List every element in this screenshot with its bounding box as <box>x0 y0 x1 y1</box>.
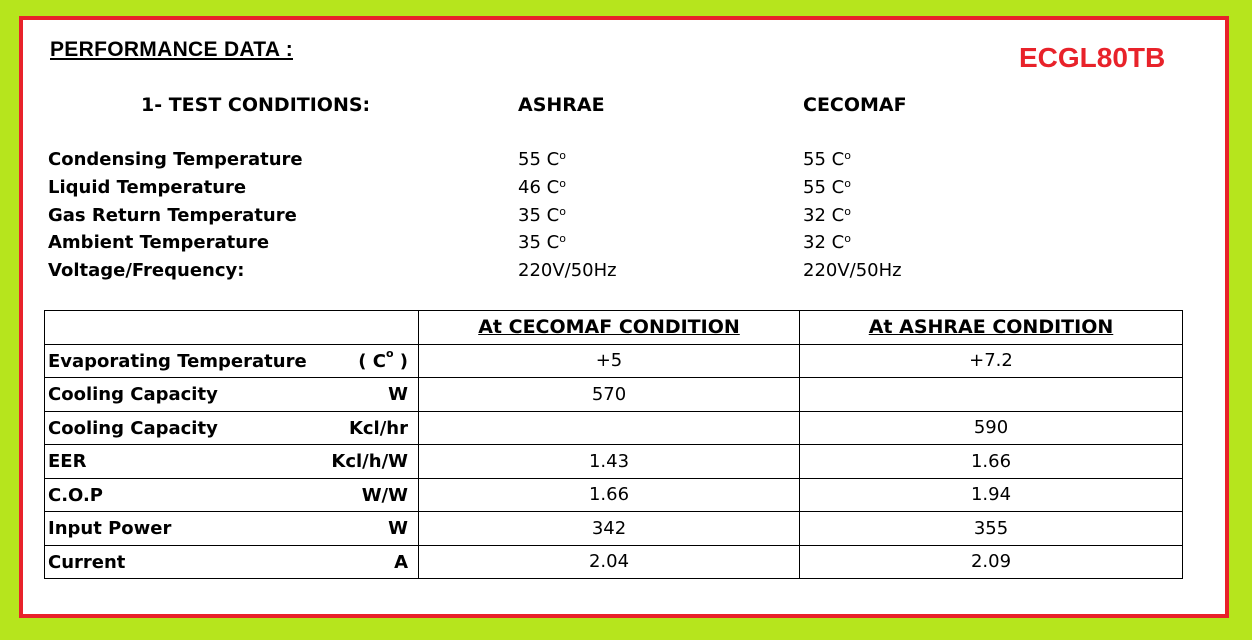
condition-ashrae-value: 35 $C^o$ <box>518 232 566 253</box>
table-row <box>45 344 1183 378</box>
cecomaf-value <box>419 411 800 445</box>
table-header-cell: At ASHRAE CONDITION <box>800 311 1183 345</box>
performance-table <box>44 310 1183 579</box>
condition-label: Condensing Temperature <box>48 149 303 170</box>
model-number: ECGL80TB <box>1019 42 1166 73</box>
condition-ashrae-value: 220V/50Hz <box>518 260 617 281</box>
ashrae-value <box>800 378 1183 412</box>
condition-ashrae-value: 55 $C^o$ <box>518 149 566 170</box>
param-unit: Kcl/h/W <box>331 451 408 472</box>
condition-label: Ambient Temperature <box>48 232 270 253</box>
ashrae-value: 1.66 <box>800 445 1183 479</box>
condition-label: Liquid Temperature <box>48 177 247 198</box>
condition-cecomaf-value: 32 $C^o$ <box>803 232 851 253</box>
cecomaf-column-heading: CECOMAF <box>803 94 907 116</box>
condition-label: Voltage/Frequency: <box>48 260 245 281</box>
cecomaf-value: 2.04 <box>419 545 800 579</box>
param-unit: W <box>388 384 408 405</box>
table-header-cell: At CECOMAF CONDITION <box>419 311 800 345</box>
table-row <box>45 411 1183 445</box>
param-name: Evaporating Temperature <box>48 350 307 372</box>
condition-ashrae-value: 35 $C^o$ <box>518 205 566 226</box>
document-frame <box>19 16 1229 618</box>
param-name: Cooling Capacity <box>48 417 218 439</box>
table-row <box>45 445 1183 479</box>
ashrae-column-heading: ASHRAE <box>518 94 605 116</box>
table-header-blank <box>45 311 419 345</box>
table-header-row <box>45 311 1183 345</box>
param-name: Cooling Capacity <box>48 384 218 405</box>
condition-ashrae-value: 46 $C^o$ <box>518 177 566 198</box>
table-row <box>45 378 1183 412</box>
ashrae-value: 1.94 <box>800 478 1183 512</box>
ashrae-value: +7.2 <box>800 344 1183 378</box>
condition-cecomaf-value: 32 $C^o$ <box>803 205 851 226</box>
cecomaf-value: 342 <box>419 512 800 546</box>
param-name: C.O.P <box>48 484 103 506</box>
param-unit: W <box>388 518 408 539</box>
param-name: EER <box>48 451 87 472</box>
test-conditions-heading: 1- TEST CONDITIONS: <box>141 94 371 116</box>
cecomaf-value: 1.66 <box>419 478 800 512</box>
table-row <box>45 545 1183 579</box>
param-name: Input Power <box>48 518 172 539</box>
cecomaf-value: 1.43 <box>419 445 800 479</box>
ashrae-value: 590 <box>800 411 1183 445</box>
param-unit: Kcl/hr <box>348 417 408 439</box>
table-row <box>45 512 1183 546</box>
cecomaf-value: 570 <box>419 378 800 412</box>
condition-cecomaf-value: 55 $C^o$ <box>803 177 851 198</box>
cecomaf-value: +5 <box>419 344 800 378</box>
page-title: PERFORMANCE DATA : <box>50 38 293 61</box>
condition-label: Gas Return Temperature <box>48 205 297 226</box>
condition-cecomaf-value: 220V/50Hz <box>803 260 902 281</box>
ashrae-value: 355 <box>800 512 1183 546</box>
param-name: Current <box>48 551 126 573</box>
param-unit: A <box>394 551 408 573</box>
condition-cecomaf-value: 55 $C^o$ <box>803 149 851 170</box>
param-unit: ( $C^o$ ) <box>358 346 408 372</box>
ashrae-value: 2.09 <box>800 545 1183 579</box>
table-row <box>45 478 1183 512</box>
param-unit: W/W <box>361 484 408 506</box>
